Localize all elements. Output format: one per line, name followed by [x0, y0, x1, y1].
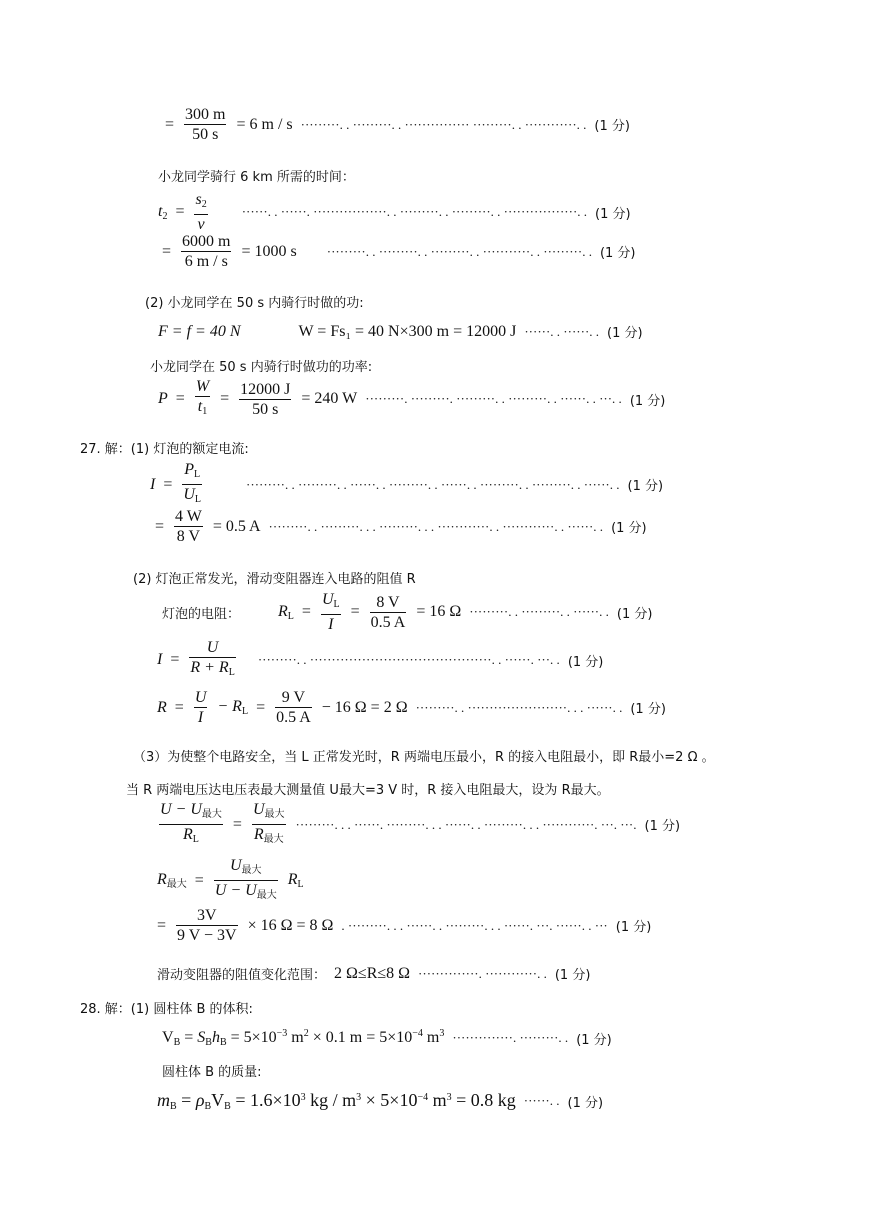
score: (1 分) [611, 521, 647, 536]
leader-dots: ······. . [523, 1093, 560, 1108]
score: (1 分) [607, 326, 643, 341]
rmax-result-line: = $\frac{3V}{9 V - 3V}$ × 16 Ω = 8 Ω . ·········. . . ······. . ·········. . . ······. ···. ······. . ··· (1 分) [157, 907, 652, 944]
leader-dots: ··············. ············. . [418, 965, 547, 981]
leader-dots: ······. . ······. . [524, 323, 600, 339]
score: (1 分) [627, 479, 664, 494]
volume-line: $V_B = S_Bh_B = 5\times 10^{-3}$ $m^2 \times 0.1$ $m = 5\times 10^{-4}$ $m^3$ ··············. ·········. . (1 分) [162, 1028, 612, 1048]
current-formula-line: I = $\frac{P_L}{U_L}$ ·········. . ·········. . ······. . ·········. . ······. . ·········. . ·········. . ······. . (1 分) [150, 461, 664, 505]
score: (1 分) [599, 246, 636, 261]
rheostat-resistance-line: R = $\frac{U}{I}$ − $R_L$ = $\frac{9 V}{0.5 A}$ − 16 Ω = 2 Ω ·········. . ·······················. . . ······. . (1 分) [157, 689, 666, 726]
text-line: 小龙同学骑行 6 km 所需的时间： [158, 170, 355, 185]
result: = 6 m / s [236, 115, 293, 133]
score: (1 分) [616, 606, 653, 622]
current-result-line: = $\frac{4 W}{8 V}$ = 0.5 A ·········. . ·········. . . ·········. . . ············. . ············. . ······. . (1 分) [155, 508, 647, 545]
leader-dots: ·········. . ·········. . ······. . [469, 604, 609, 619]
score: (1 分) [644, 819, 681, 834]
bulb-resistance-line: 灯泡的电阻： $R_L$ = $\frac{U_L}{I}$ = $\frac{8 V}{0.5 A}$ = 16 Ω ·········. . ·········. . ······. . (1 分) [162, 591, 653, 633]
text-line: （3）为使整个电路安全，当 L 正常发光时，R 两端电压最小，R 的接入电阻最小，即 R最小=2 Ω 。 [133, 750, 715, 765]
score: (1 分) [629, 393, 666, 409]
ohm-law-line: I = $\frac{U}{R + R_L}$ ·········. . ··········································. . ······. ···. . (1 分) [157, 639, 604, 678]
ratio-line: $\frac{U - U_{最大}}{R_L}$ = $\frac{U_{最大}}{R_{最大}}$ ·········. . . ······. ·········. . . ······. . ·········. . . ············. ···. ···. (1 分) [160, 801, 681, 845]
leader-dots: ·········. . ··········································. . ······. ···. . [257, 652, 560, 667]
time-formula-line: $t_2$ = $\frac{s_2}{v}$ ······. . ······. ·················. . ·········. . ·········. . ·················. . (1 分) [158, 191, 631, 233]
score: (1 分) [594, 119, 630, 134]
velocity-result-line: = $\frac{300 m}{50 s}$ = 6 m / s ·········. . ·········. . ··············· ·········. . ············. . (1 分) [165, 106, 630, 143]
leader-dots: ·········. . ·········. . ······. . ·········. . ······. . ·········. . ·········. . ······. . [246, 476, 620, 492]
score: (1 分) [615, 920, 652, 935]
work-line: F = f = 40 N W = Fs₁ = 40 N×300 m = 12000 J ······. . ······. . (1 分) [158, 322, 643, 341]
text-line: 圆柱体 B 的质量: [162, 1065, 262, 1080]
mass-line: $m_B = \rho_BV_B = 1.6\times 10^3$ kg / $m^3 \times 5\times 10^{-4}$ $m^3 = 0.8$ kg ······. . (1 分) [157, 1090, 604, 1112]
leader-dots: ·········. . ·········. . ·········. . ···········. . ·········. . [326, 243, 592, 259]
score: (1 分) [567, 1095, 604, 1111]
leader-dots: ······. . ······. ·················. . ·········. . ·········. . ·················. . [241, 204, 588, 219]
score: (1 分) [595, 206, 631, 222]
leader-dots: ·········. . . ······. ·········. . . ······. . ·········. . . ············. ···. ···. [295, 816, 637, 832]
score: (1 分) [630, 702, 666, 717]
text-line: (2) 灯泡正常发光，滑动变阻器连入电路的阻值 R [133, 572, 416, 587]
leader-dots: ·········. . ·······················. . . ······. . [415, 699, 623, 715]
text-line: (2) 小龙同学在 50 s 内骑行时做的功: [145, 296, 364, 311]
range-line: 滑动变阻器的阻值变化范围： 2 Ω≤R≤8 Ω ··············. ············. . (1 分) [157, 964, 591, 983]
rmax-formula-line: $R_{最大}$ = $\frac{U_{最大}}{U - U_{最大}}$ $R_L$ [157, 857, 304, 901]
text-line: 当 R 两端电压达电压表最大测量值 U最大=3 V 时，R 接入电阻最大，设为 R最大。 [126, 783, 610, 798]
score: (1 分) [576, 1032, 612, 1048]
score: (1 分) [567, 654, 604, 670]
question-28-heading: 28. 解：(1) 圆柱体 B 的体积: [80, 1002, 253, 1017]
leader-dots: . ·········. . . ······. . ·········. . . ······. ···. ······. . ··· [341, 917, 608, 933]
leader-dots: ·········. . ·········. . . ·········. . . ············. . ············. . ······. . [268, 518, 604, 534]
power-line: P = $\frac{W}{t_1}$ = $\frac{12000 J}{50 s}$ = 240 W ·········. ·········. ·········. . ·········. . ······. . ···. . (1 分) [158, 378, 666, 418]
frac-numerator: 300 m [185, 106, 226, 123]
score: (1 分) [554, 968, 591, 983]
leader-dots: ·········. ·········. ·········. . ·········. . ······. . ···. . [365, 391, 622, 406]
leader-dots: ·········. . ·········. . ··············· ·········. . ············. . [300, 116, 587, 132]
text-line: 小龙同学在 50 s 内骑行时做功的功率: [150, 360, 373, 375]
time-result-line: = $\frac{6000 m}{6 m / s}$ = 1000 s ·········. . ·········. . ·········. . ···········. . ·········. . (1 分) [162, 233, 636, 270]
leader-dots: ··············. ·········. . [452, 1030, 569, 1045]
frac-denominator: 50 s [192, 126, 219, 143]
question-27-heading: 27. 解：(1) 灯泡的额定电流: [80, 442, 249, 457]
